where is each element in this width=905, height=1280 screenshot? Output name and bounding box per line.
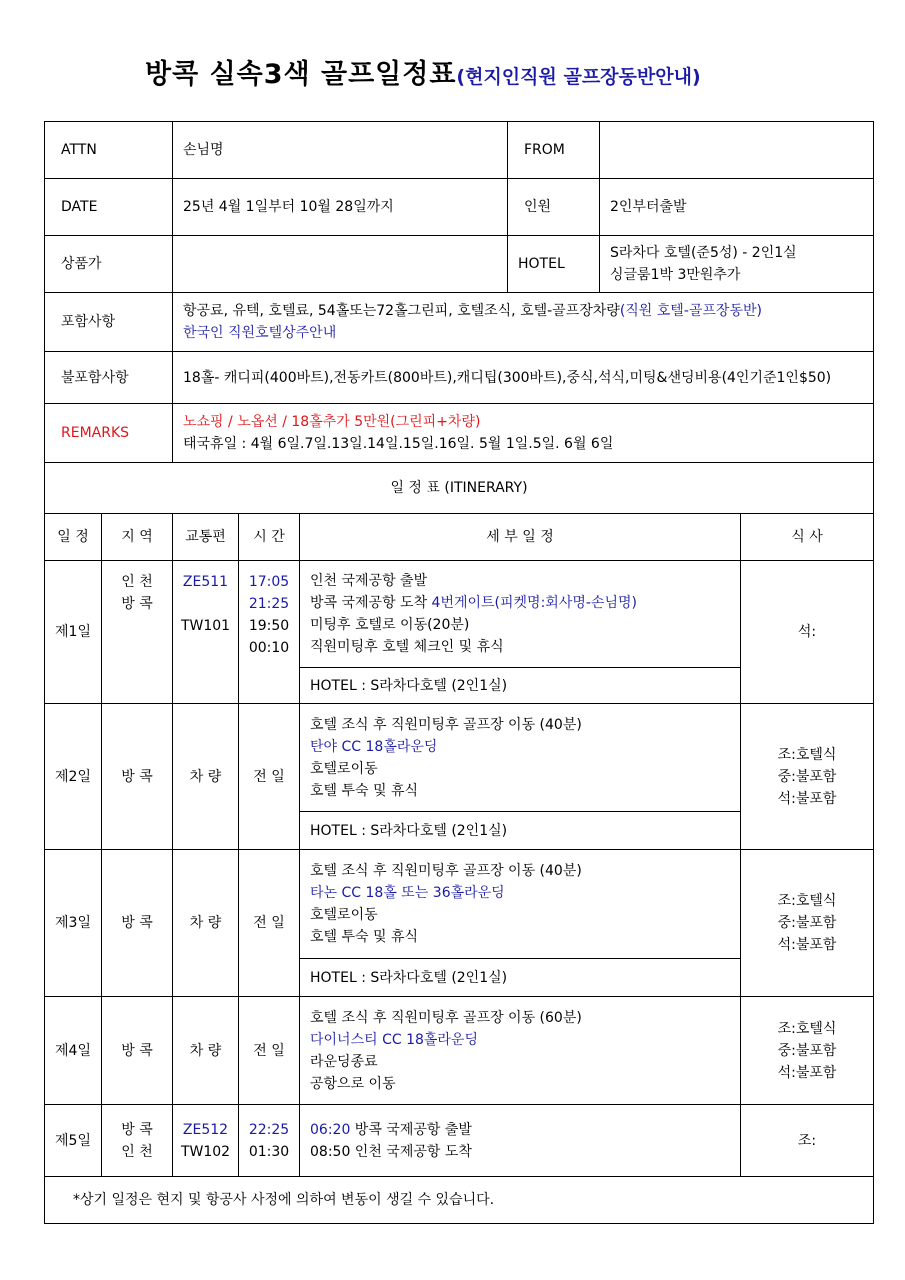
day5-region2: 인 천: [121, 1143, 153, 1160]
day4-line2: 다이너스티 CC 18홀라운딩: [310, 1031, 478, 1048]
day2-row: [45, 704, 874, 812]
product-value: [173, 236, 508, 293]
day5-time: [239, 1105, 300, 1177]
day4-meal: [741, 997, 874, 1105]
included-row: [45, 293, 874, 352]
page-title: [145, 52, 701, 91]
product-row: [45, 236, 874, 293]
day3-meal1: 조:호텔식: [777, 893, 837, 909]
day5-flight1: ZE512: [182, 1121, 229, 1138]
day1-region2: 방 콕: [121, 596, 153, 612]
header-meal: 식 사: [741, 514, 874, 561]
day3-line1: 호텔 조식 후 직원미팅후 골프장 이동 (40분): [310, 863, 582, 879]
people-label: 인원: [508, 179, 600, 236]
day3-region: 방 콕: [102, 850, 173, 997]
day5-detail: [300, 1105, 741, 1177]
header-time: 시 간: [239, 514, 300, 561]
day3-line2: 타논 CC 18홀 또는 36홀라운딩: [310, 885, 505, 901]
day2-region: 방 콕: [102, 704, 173, 850]
day5-region1: 방 콕: [121, 1121, 153, 1138]
day1-detail: [300, 561, 741, 668]
date-row: [45, 179, 874, 236]
itinerary-title: 일 정 표 (ITINERARY): [45, 463, 874, 514]
included-line1: 항공료, 유텍, 호텔료, 54홀또는72홀그린피, 호텔조식, 호텔-골프장차량: [183, 303, 620, 319]
date-label: DATE: [45, 179, 173, 236]
day3-meal3: 석:불포함: [777, 937, 837, 953]
day3-row: [45, 850, 874, 959]
day2-hotel: HOTEL : S라차다호텔 (2인1실): [300, 812, 741, 850]
day2-transport: 차 량: [173, 704, 239, 850]
day1-hotel: HOTEL : S라차다호텔 (2인1실): [300, 668, 741, 704]
day2-line2: 탄야 CC 18홀라운딩: [310, 738, 438, 755]
day3-meal: [741, 850, 874, 997]
remarks-line2: 태국휴일 : 4월 6일.7일.13일.14일.15일.16일. 5월 1일.5일. 6월 6일: [183, 436, 614, 452]
day4-meal1: 조:호텔식: [777, 1020, 837, 1037]
title-sub: (현지인직원 골프장동반안내): [456, 66, 701, 88]
included-line2: 한국인 직원호텔상주안내: [183, 325, 337, 341]
remarks-row: [45, 404, 874, 463]
excluded-row: [45, 352, 874, 404]
day5-time1: 22:25: [248, 1121, 290, 1138]
day1-time1: 17:05: [248, 574, 290, 590]
info-table: [44, 121, 874, 514]
attn-row: [45, 122, 874, 179]
footer-row: [45, 1177, 874, 1224]
day1-flight1: ZE511: [182, 574, 229, 590]
day1-transport: [173, 561, 239, 704]
day4-label: 제4일: [45, 997, 102, 1105]
day1-region1: 인 천: [121, 574, 153, 590]
included-line1-note: (직원 호텔-골프장동반): [619, 303, 762, 319]
remarks-line1: 노쇼핑 / 노옵션 / 18홀추가 5만원(그린피+차량): [183, 414, 481, 430]
day2-line1: 호텔 조식 후 직원미팅후 골프장 이동 (40분): [310, 716, 582, 733]
day2-meal1: 조:호텔식: [777, 746, 837, 763]
day4-line4: 공항으로 이동: [310, 1075, 396, 1092]
header-region: 지 역: [102, 514, 173, 561]
day2-time: 전 일: [239, 704, 300, 850]
excluded-label: 불포함사항: [45, 352, 173, 404]
day4-line3: 라운딩종료: [310, 1053, 378, 1070]
day1-time3: 19:50: [248, 618, 290, 634]
footer-note: *상기 일정은 현지 및 항공사 사정에 의하여 변동이 생길 수 있습니다.: [45, 1177, 874, 1224]
day5-label: 제5일: [45, 1105, 102, 1177]
included-value: [173, 293, 874, 352]
from-value: [600, 122, 874, 179]
attn-label: ATTN: [45, 122, 173, 179]
product-label: 상품가: [45, 236, 173, 293]
day1-flight2: TW101: [180, 618, 231, 634]
day4-transport: 차 량: [173, 997, 239, 1105]
title-main: 방콕 실속3색 골프일정표: [145, 59, 457, 90]
day1-line2-gate: 4번게이트(피켓명:회사명-손님명): [431, 595, 637, 611]
excluded-value: 18홀- 캐디피(400바트),전동카트(800바트),캐디팁(300바트),중식,석식,미팅&샌딩비용(4인기준1인$50): [173, 352, 874, 404]
header-detail: 세 부 일 정: [300, 514, 741, 561]
included-label: 포함사항: [45, 293, 173, 352]
day4-meal3: 석:불포함: [777, 1064, 837, 1081]
hotel-value: [600, 236, 874, 293]
day5-time2: 01:30: [248, 1143, 290, 1160]
day3-line3: 호텔로이동: [310, 907, 378, 923]
day3-meal2: 중:불포함: [777, 915, 837, 931]
day1-line3: 미팅후 호텔로 이동(20분): [310, 617, 470, 633]
day1-meal: 석:: [741, 561, 874, 704]
remarks-label: REMARKS: [45, 404, 173, 463]
day1-time4: 00:10: [248, 640, 290, 656]
day2-line4: 호텔 투숙 및 휴식: [310, 782, 419, 799]
day2-meal: [741, 704, 874, 850]
day2-meal2: 중:불포함: [777, 768, 837, 785]
day5-region: [102, 1105, 173, 1177]
header-transport: 교통편: [173, 514, 239, 561]
day4-region: 방 콕: [102, 997, 173, 1105]
day2-label: 제2일: [45, 704, 102, 850]
day5-line2: 08:50 인천 국제공항 도착: [310, 1143, 472, 1160]
day1-label: 제1일: [45, 561, 102, 704]
day1-time2: 21:25: [248, 596, 290, 612]
day1-line2: 방콕 국제공항 도착: [310, 595, 432, 611]
itinerary-table: [44, 513, 874, 1224]
people-value: 2인부터출발: [600, 179, 874, 236]
day3-transport: 차 량: [173, 850, 239, 997]
hotel-line2: 싱글룸1박 3만원추가: [610, 267, 741, 283]
day3-time: 전 일: [239, 850, 300, 997]
day1-line4: 직원미팅후 호텔 체크인 및 휴식: [310, 639, 504, 655]
day4-meal2: 중:불포함: [777, 1042, 837, 1059]
day5-line1: 방콕 국제공항 출발: [350, 1121, 472, 1138]
header-day: 일 정: [45, 514, 102, 561]
remarks-value: [173, 404, 874, 463]
day5-flight2: TW102: [180, 1143, 231, 1160]
day4-line1: 호텔 조식 후 직원미팅후 골프장 이동 (60분): [310, 1009, 582, 1026]
hotel-line1: S라차다 호텔(준5성) - 2인1실: [610, 245, 797, 261]
day2-line3: 호텔로이동: [310, 760, 378, 777]
day4-detail: [300, 997, 741, 1105]
day3-line4: 호텔 투숙 및 휴식: [310, 929, 419, 945]
itinerary-header-row: [45, 514, 874, 561]
day1-line1: 인천 국제공항 출발: [310, 573, 428, 589]
day5-transport: [173, 1105, 239, 1177]
day5-meal: 조:: [741, 1105, 874, 1177]
day4-row: [45, 997, 874, 1105]
hotel-label: HOTEL: [508, 236, 600, 293]
itinerary-title-row: [45, 463, 874, 514]
day4-time: 전 일: [239, 997, 300, 1105]
day2-detail: [300, 704, 741, 812]
day5-line1-time: 06:20: [310, 1121, 351, 1138]
day1-region: [102, 561, 173, 704]
day2-meal3: 석:불포함: [777, 790, 837, 807]
day3-hotel: HOTEL : S라차다호텔 (2인1실): [300, 959, 741, 997]
day5-row: [45, 1105, 874, 1177]
from-label: FROM: [508, 122, 600, 179]
date-value: 25년 4월 1일부터 10월 28일까지: [173, 179, 508, 236]
attn-value: 손님명: [173, 122, 508, 179]
day1-row: [45, 561, 874, 668]
day3-detail: [300, 850, 741, 959]
day1-time: [239, 561, 300, 704]
day3-label: 제3일: [45, 850, 102, 997]
